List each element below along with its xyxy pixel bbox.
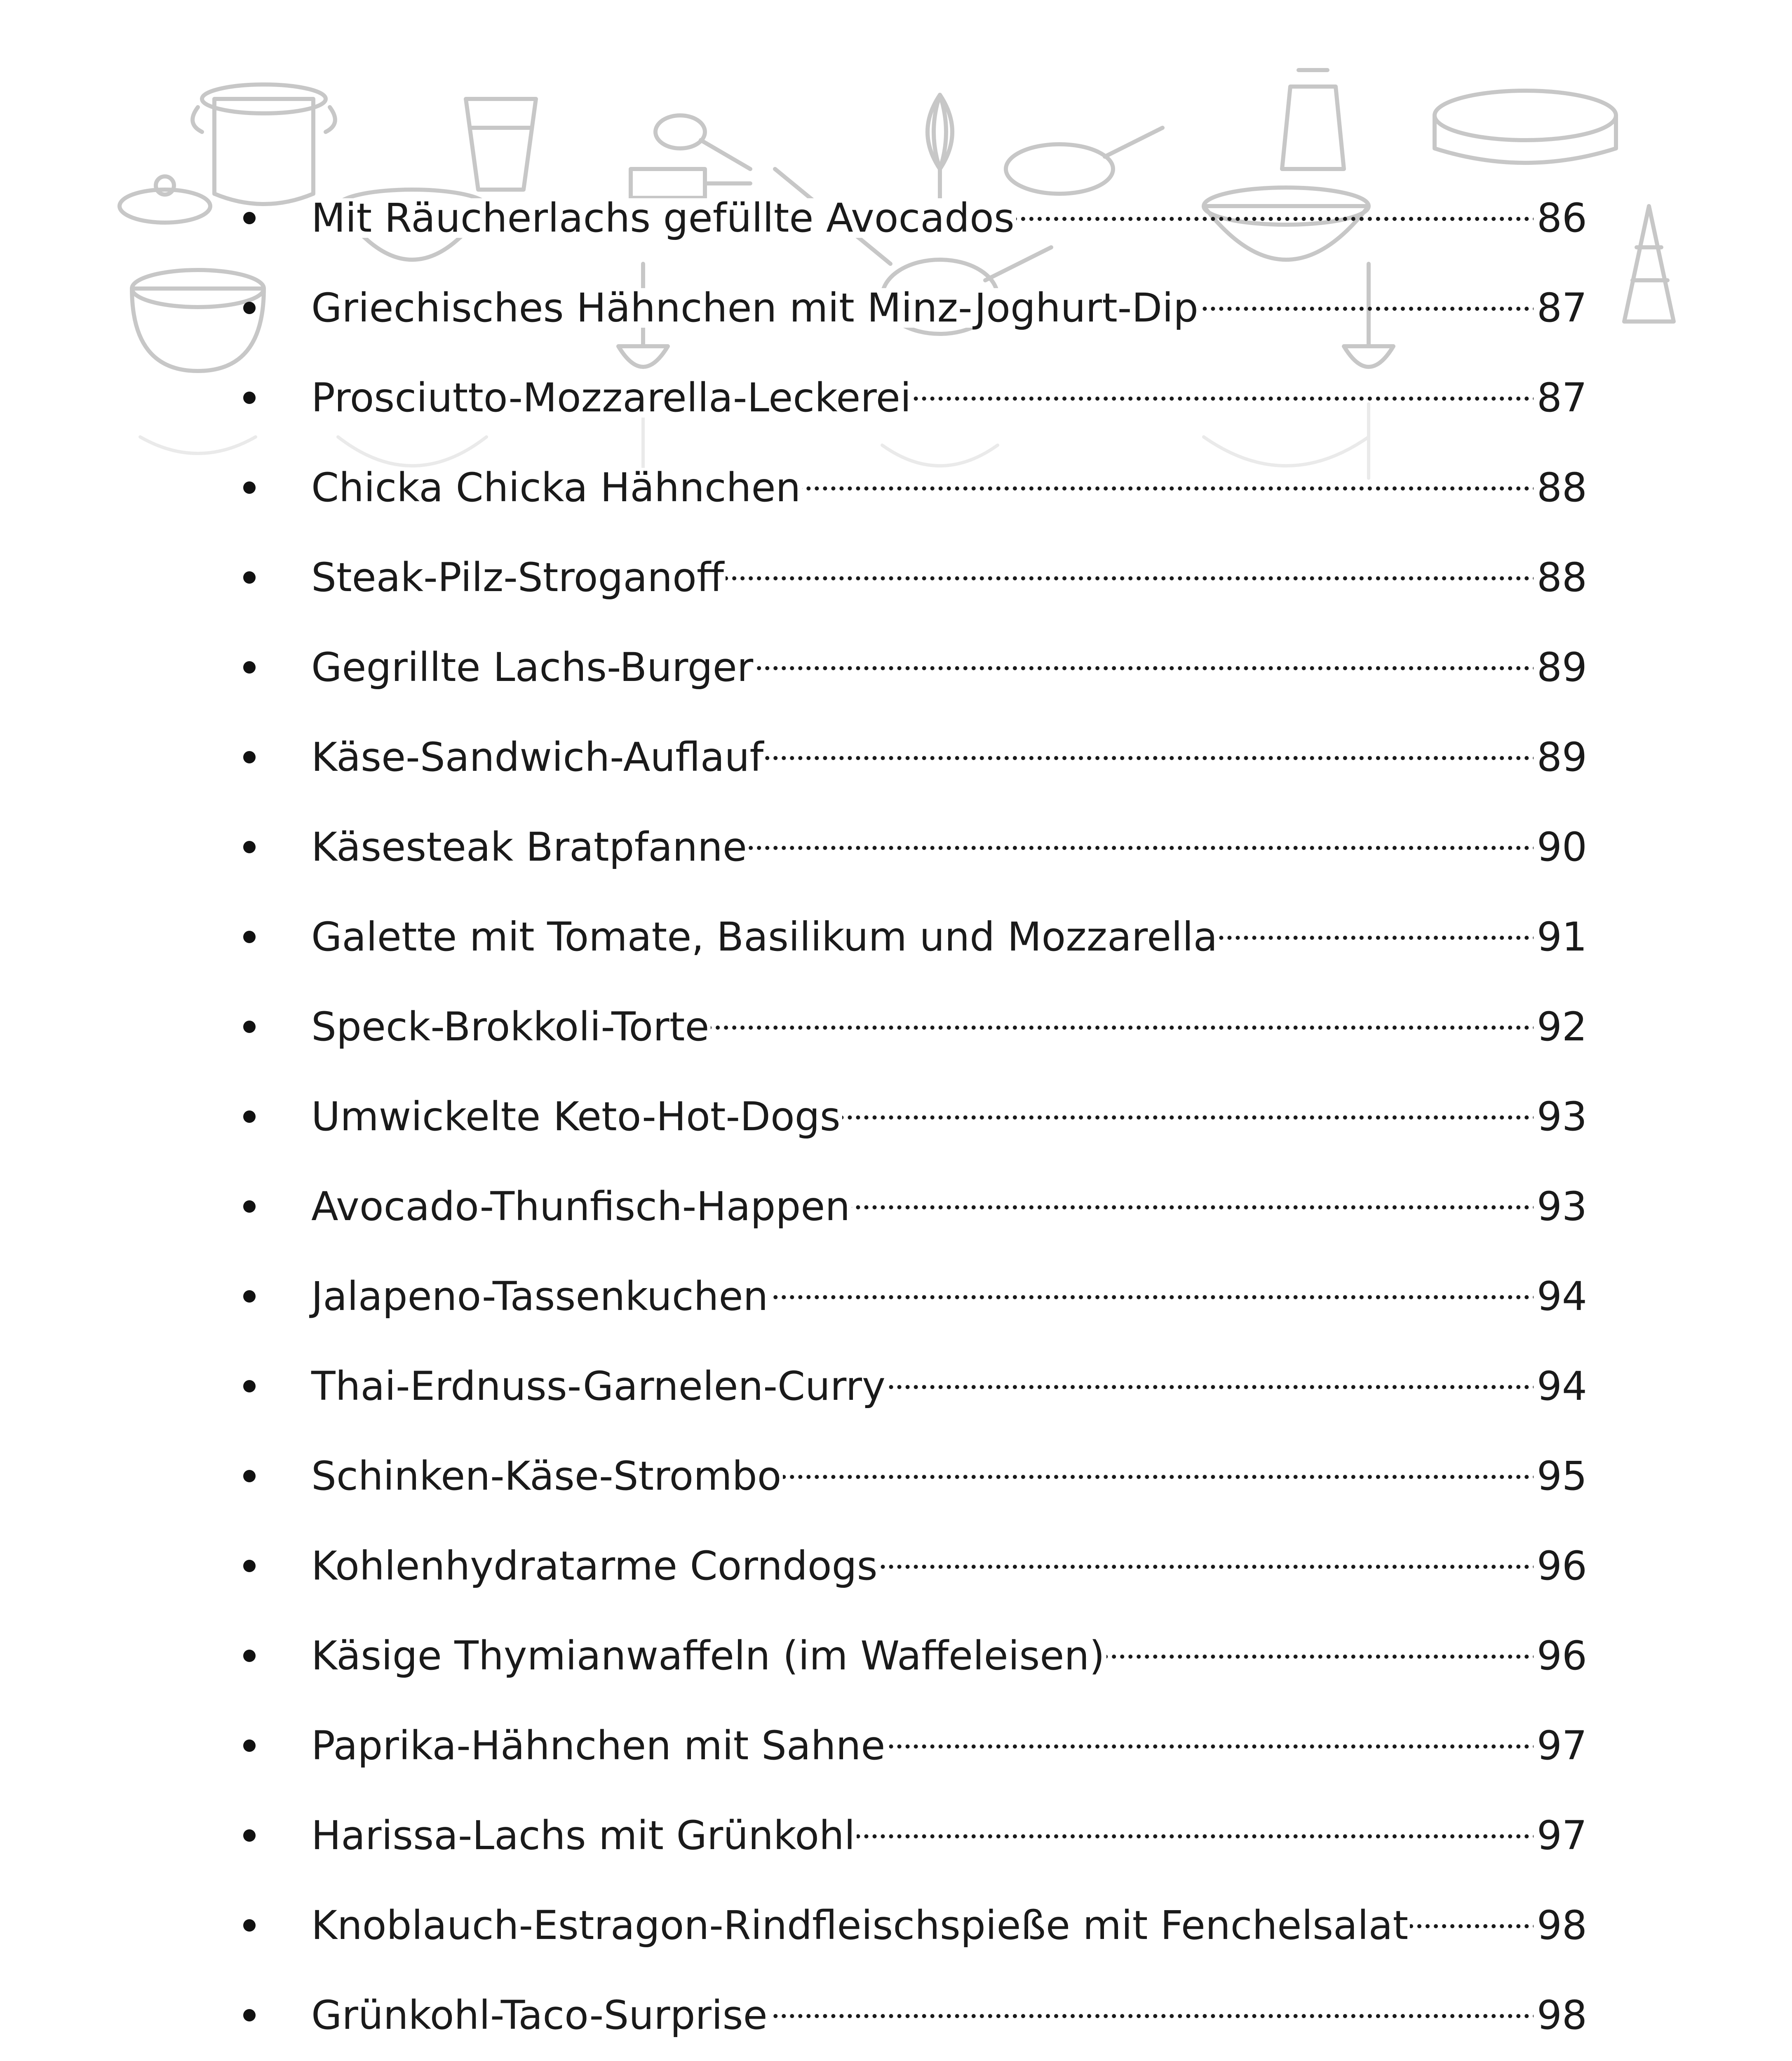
toc-entry[interactable] [243, 802, 1587, 892]
toc-entry[interactable] [243, 1251, 1587, 1341]
toc-entry-page-number: 94 [1534, 1277, 1587, 1316]
toc-entry-title: Grünkohl-Taco-Surprise [311, 1995, 769, 2035]
toc-entry-page-number: 93 [1534, 1097, 1587, 1136]
cake-pan-icon [1435, 91, 1616, 163]
toc-entry-page-number: 98 [1534, 1995, 1587, 2035]
toc-entry-title: Galette mit Tomate, Basilikum und Mozzarella [311, 917, 1219, 957]
bullet-icon [243, 392, 256, 404]
bullet-icon [243, 2009, 256, 2021]
bullet-icon [243, 931, 256, 943]
toc-entry[interactable] [243, 533, 1587, 622]
toc-entry[interactable] [243, 1701, 1587, 1791]
toc-entry[interactable] [243, 982, 1587, 1072]
toc-entry-page-number: 97 [1534, 1726, 1587, 1765]
toc-entry-page-number: 98 [1534, 1906, 1587, 1945]
toc-entry-title: Käsige Thymianwaffeln (im Waffeleisen) [311, 1636, 1106, 1676]
bullet-icon [243, 1290, 256, 1303]
spoon-icon [655, 115, 750, 169]
bullet-icon [243, 1739, 256, 1752]
toc-entry-page-number: 89 [1534, 737, 1587, 777]
toc-entry[interactable] [243, 1431, 1587, 1521]
table-of-contents [243, 173, 1587, 2061]
toc-entry-title: Chicka Chicka Hähnchen [311, 468, 802, 507]
toc-entry-page-number: 92 [1534, 1007, 1587, 1047]
toc-entry-title: Jalapeno-Tassenkuchen [311, 1277, 770, 1316]
bullet-icon [243, 302, 256, 314]
toc-entry-title: Umwickelte Keto-Hot-Dogs [311, 1097, 842, 1136]
bullet-icon [243, 1919, 256, 1932]
bullet-icon [243, 661, 256, 674]
toc-entry-title: Griechisches Hähnchen mit Minz-Joghurt-Dip [311, 288, 1200, 328]
toc-entry[interactable] [243, 1162, 1587, 1251]
bullet-icon [243, 1110, 256, 1123]
toc-entry-title: Thai-Erdnuss-Garnelen-Curry [311, 1366, 887, 1406]
toc-entry-page-number: 88 [1534, 468, 1587, 507]
toc-entry-page-number: 93 [1534, 1187, 1587, 1226]
bullet-icon [243, 1470, 256, 1482]
toc-entry[interactable] [243, 892, 1587, 982]
toc-entry[interactable] [243, 1791, 1587, 1880]
toc-entry[interactable] [243, 1880, 1587, 1970]
toc-entry-page-number: 96 [1534, 1636, 1587, 1676]
toc-entry-page-number: 91 [1534, 917, 1587, 957]
toc-entry-page-number: 96 [1534, 1546, 1587, 1586]
toc-entry[interactable] [243, 622, 1587, 712]
toc-entry-title: Käsesteak Bratpfanne [311, 827, 749, 867]
grater-icon [1624, 206, 1674, 322]
lid-icon [120, 176, 210, 223]
bullet-icon [243, 841, 256, 853]
toc-entry[interactable] [243, 1611, 1587, 1701]
kettle-icon [1282, 70, 1344, 169]
toc-entry-title: Harissa-Lachs mit Grünkohl [311, 1816, 857, 1855]
toc-entry-page-number: 87 [1534, 288, 1587, 328]
bullet-icon [243, 1650, 256, 1662]
toc-entry[interactable] [243, 443, 1587, 533]
bullet-icon [243, 1200, 256, 1213]
toc-entry-page-number: 87 [1534, 378, 1587, 418]
bullet-icon [243, 751, 256, 763]
toc-entry-title: Avocado-Thunfisch-Happen [311, 1187, 852, 1226]
toc-entry-page-number: 97 [1534, 1816, 1587, 1855]
bullet-icon [243, 571, 256, 584]
bullet-icon [243, 212, 256, 224]
toc-entry[interactable] [243, 712, 1587, 802]
bullet-icon [243, 1829, 256, 1842]
toc-entry-page-number: 94 [1534, 1366, 1587, 1406]
toc-entry[interactable] [243, 1970, 1587, 2060]
toc-entry[interactable] [243, 1072, 1587, 1162]
toc-entry[interactable] [243, 173, 1587, 263]
toc-entry-title: Steak-Pilz-Stroganoff [311, 558, 726, 597]
toc-entry[interactable] [243, 1521, 1587, 1611]
toc-entry-page-number: 90 [1534, 827, 1587, 867]
bullet-icon [243, 1560, 256, 1572]
toc-entry-title: Paprika-Hähnchen mit Sahne [311, 1726, 887, 1765]
toc-entry[interactable] [243, 353, 1587, 443]
bullet-icon [243, 481, 256, 494]
toc-entry-title: Käse-Sandwich-Auflauf [311, 737, 765, 777]
toc-entry-title: Knoblauch-Estragon-Rindfleischspieße mit Fenchelsalat [311, 1906, 1410, 1945]
toc-entry[interactable] [243, 263, 1587, 353]
toc-entry-page-number: 86 [1534, 198, 1587, 238]
bullet-icon [243, 1380, 256, 1392]
toc-entry-title: Prosciutto-Mozzarella-Leckerei [311, 378, 913, 418]
toc-entry-title: Gegrillte Lachs-Burger [311, 648, 755, 687]
toc-entry-page-number: 95 [1534, 1456, 1587, 1496]
toc-entry-title: Kohlenhydratarme Corndogs [311, 1546, 879, 1586]
toc-entry-page-number: 88 [1534, 558, 1587, 597]
toc-entry-title: Mit Räucherlachs gefüllte Avocados [311, 198, 1016, 238]
toc-entry-title: Schinken-Käse-Strombo [311, 1456, 783, 1496]
toc-entry-title: Speck-Brokkoli-Torte [311, 1007, 711, 1047]
bullet-icon [243, 1021, 256, 1033]
toc-entry[interactable] [243, 1341, 1587, 1431]
toc-entry-page-number: 89 [1534, 648, 1587, 687]
